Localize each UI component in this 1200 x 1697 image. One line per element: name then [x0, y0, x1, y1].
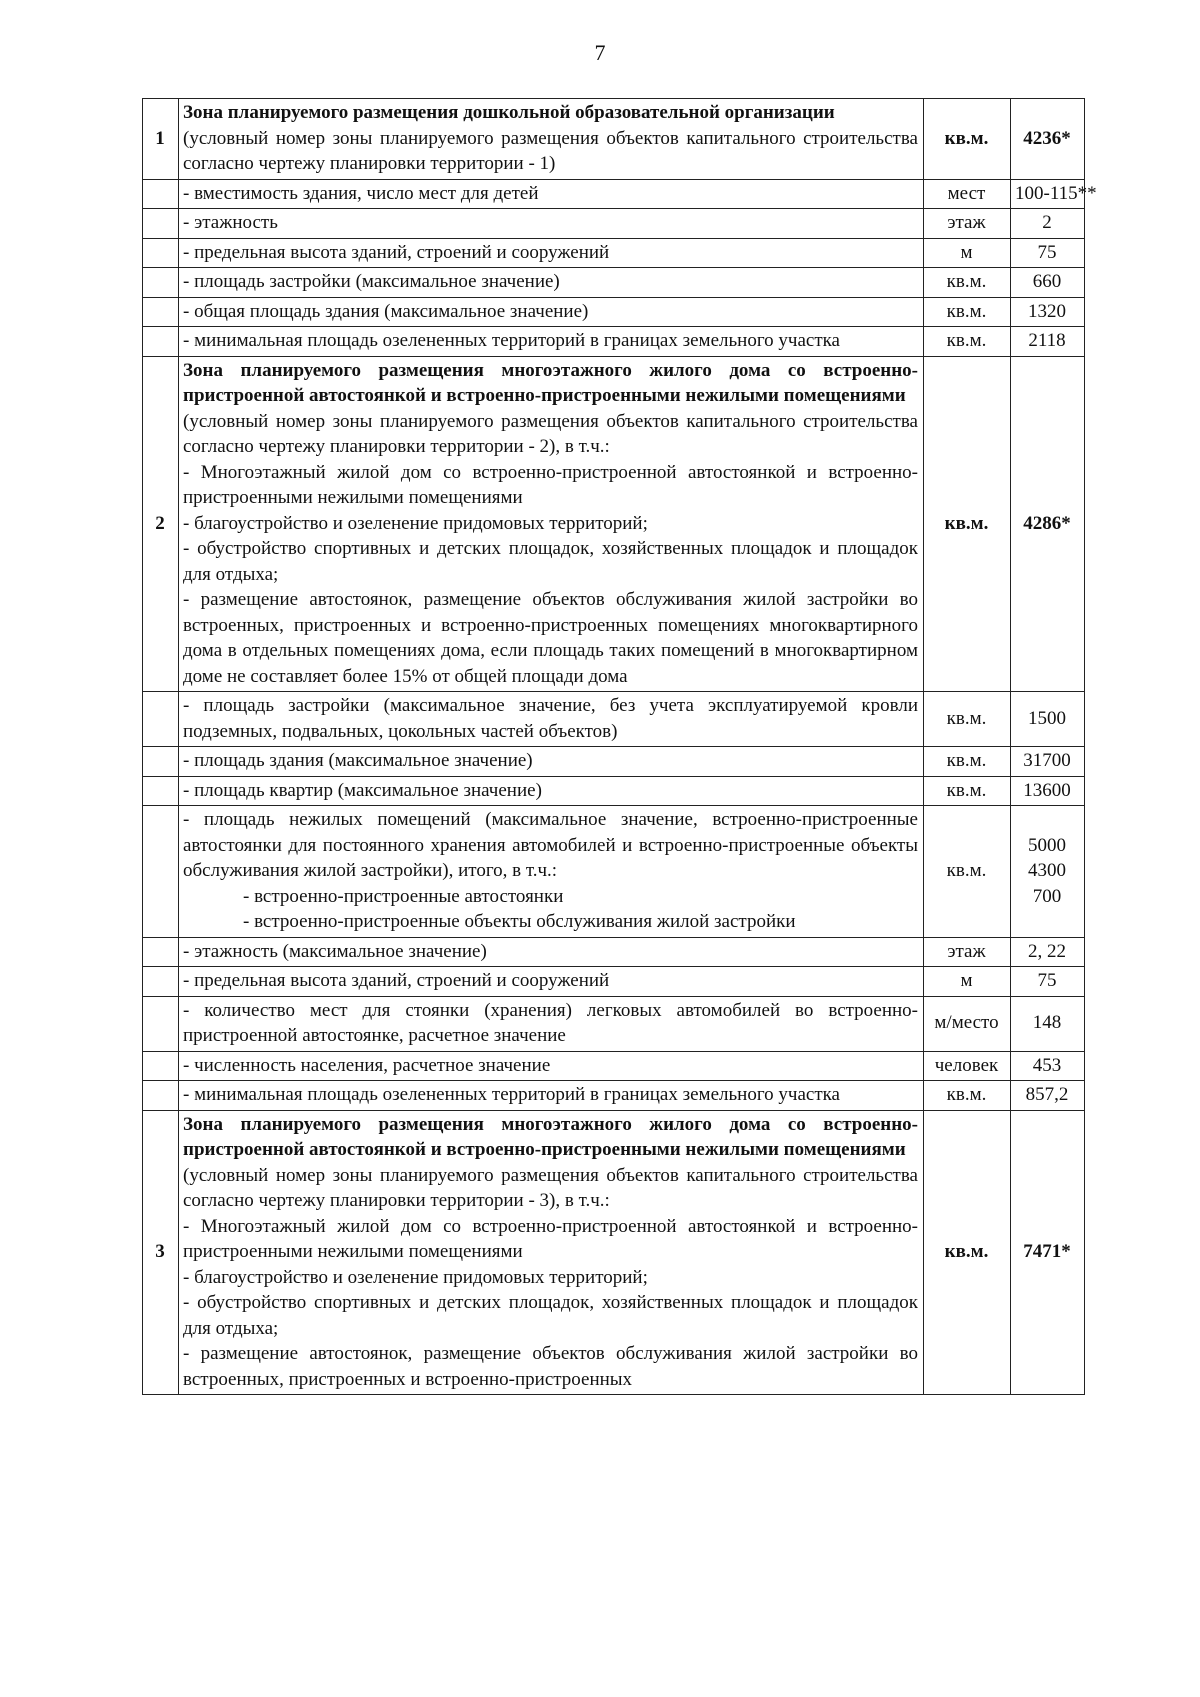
parameter-label-text: - минимальная площадь озелененных территорий в границах земельного участка [183, 1084, 840, 1105]
parameter-row [143, 1051, 1085, 1081]
parameter-value [1011, 806, 1085, 938]
parameter-unit: этаж [924, 937, 1011, 967]
parameter-label-text: - площадь застройки (максимальное значение) [183, 271, 560, 292]
parameter-row [143, 1081, 1085, 1111]
parameter-unit: м [924, 238, 1011, 268]
parameter-label-text: - этажность [183, 212, 278, 233]
parameter-unit: м [924, 967, 1011, 997]
zone-description [179, 1110, 924, 1395]
zone-unit: кв.м. [924, 1110, 1011, 1395]
zone-header-row [143, 99, 1085, 180]
parameter-label-text: - площадь здания (максимальное значение) [183, 750, 533, 771]
parameter-row [143, 327, 1085, 357]
parameter-number-cell [143, 1081, 179, 1111]
zone-unit: кв.м. [924, 99, 1011, 180]
parameter-value: 13600 [1011, 776, 1085, 806]
parameter-label [179, 179, 924, 209]
page-number: 7 [594, 40, 606, 65]
parameter-label [179, 692, 924, 747]
zone-area-value: 4236* [1011, 99, 1085, 180]
parameter-number-cell [143, 179, 179, 209]
parameter-row [143, 776, 1085, 806]
parameter-label-text: - вместимость здания, число мест для детей [183, 182, 539, 204]
parameter-row [143, 937, 1085, 967]
parameter-unit: кв.м. [924, 776, 1011, 806]
zone-title: Зона планируемого размещения многоэтажного жилого дома со встроенно-пристроенной автостоянкой и встроенно-пристроенными нежилыми помещениями [183, 359, 918, 406]
parameter-label [179, 996, 924, 1051]
zone-detail-line: - обустройство спортивных и детских площадок, хозяйственных площадок и площадок для отдыха; [183, 1292, 918, 1339]
parameter-label-text: - численность населения, расчетное значение [183, 1054, 551, 1076]
zone-detail-line: - благоустройство и озеленение придомовых территорий; [183, 1266, 648, 1288]
parameter-label [179, 1081, 924, 1111]
zone-detail-line: - Многоэтажный жилой дом со встроенно-пристроенной автостоянкой и встроенно-пристроенными нежилыми помещениями [183, 461, 918, 508]
parameter-label [179, 967, 924, 997]
parameter-number-cell [143, 692, 179, 747]
zone-unit: кв.м. [924, 356, 1011, 692]
parameter-unit: человек [924, 1051, 1011, 1081]
table-body [143, 99, 1097, 1395]
zone-detail-line: - размещение автостоянок, размещение объектов обслуживания жилой застройки во встроенных, пристроенных и встроенно-пристроенных [183, 1343, 918, 1390]
parameter-number-cell [143, 806, 179, 938]
zone-description [179, 356, 924, 692]
parameter-label [179, 268, 924, 298]
parameter-row [143, 692, 1085, 747]
parameter-value: 148 [1011, 996, 1085, 1051]
parameter-number-cell [143, 209, 179, 239]
zone-detail-line: - Многоэтажный жилой дом со встроенно-пристроенной автостоянкой и встроенно-пристроенными нежилыми помещениями [183, 1215, 918, 1262]
parameter-value: 75 [1011, 238, 1085, 268]
parameter-label-text: - этажность (максимальное значение) [183, 940, 487, 962]
zone-detail-line: (условный номер зоны планируемого размещения объектов капитального строительства согласно чертежу планировки территории - 2), в т.ч.: [183, 410, 918, 457]
parameter-row [143, 209, 1085, 239]
parameter-unit: кв.м. [924, 1081, 1011, 1111]
parameter-value-item: 700 [1032, 885, 1062, 907]
parameter-value: 2118 [1011, 327, 1085, 357]
parameter-label [179, 297, 924, 327]
parameter-unit: кв.м. [924, 806, 1011, 938]
parameter-value: 75 [1011, 967, 1085, 997]
parameter-value-item: 5000 [1028, 834, 1066, 856]
parameter-number-cell [143, 937, 179, 967]
parameter-row [143, 747, 1085, 777]
zone-detail-line: (условный номер зоны планируемого размещения объектов капитального строительства согласно чертежу планировки территории - 3), в т.ч.: [183, 1164, 918, 1211]
parameter-number-cell [143, 268, 179, 298]
parameter-number-cell [143, 747, 179, 777]
parameter-unit: кв.м. [924, 692, 1011, 747]
parameter-unit: кв.м. [924, 327, 1011, 357]
parameter-value: 857,2 [1011, 1081, 1085, 1111]
parameter-unit: кв.м. [924, 747, 1011, 777]
parameter-value: 453 [1011, 1051, 1085, 1081]
zone-area-value: 7471* [1011, 1110, 1085, 1395]
parameter-value: 2, 22 [1011, 937, 1085, 967]
parameter-label-text: - площадь застройки (максимальное значение, без учета эксплуатируемой кровли подземных, подвальных, цокольных частей объектов) [183, 695, 918, 742]
zone-number: 1 [143, 99, 179, 180]
zone-number: 3 [143, 1110, 179, 1395]
parameter-label [179, 776, 924, 806]
parameter-label-text: - предельная высота зданий, строений и сооружений [183, 241, 610, 263]
zone-area-value: 4286* [1011, 356, 1085, 692]
parameter-label-text: - площадь квартир (максимальное значение) [183, 779, 542, 801]
parameter-row [143, 268, 1085, 298]
parameter-label [179, 806, 924, 938]
parameter-unit: мест [924, 179, 1011, 209]
zone-title: Зона планируемого размещения многоэтажного жилого дома со встроенно-пристроенной автостоянкой и встроенно-пристроенными нежилыми помещениями [183, 1113, 918, 1160]
parameter-row [143, 996, 1085, 1051]
parameter-label [179, 747, 924, 777]
zone-description [179, 99, 924, 180]
parameter-value: 2 [1011, 209, 1085, 239]
parameter-row [143, 238, 1085, 268]
parameter-label-text: - минимальная площадь озелененных территорий в границах земельного участка [183, 330, 840, 351]
zone-header-row [143, 1110, 1085, 1395]
parameter-number-cell [143, 327, 179, 357]
parameter-label-text: - количество мест для стоянки (хранения) легковых автомобилей во встроенно-пристроенной автостоянке, расчетное значение [183, 999, 918, 1046]
parameter-label-text: - площадь нежилых помещений (максимальное значение, встроенно-пристроенные автостоянки для постоянного хранения автомобилей и встроенно-пристроенные объекты обслуживания жилой застройки), итого, в т.ч.: [183, 809, 918, 881]
parameter-sub-item: - встроенно-пристроенные автостоянки [243, 885, 564, 907]
parameter-unit: м/место [924, 996, 1011, 1051]
parameter-number-cell [143, 238, 179, 268]
parameter-number-cell [143, 996, 179, 1051]
zones-parameters-table [142, 98, 1097, 1395]
parameter-row [143, 297, 1085, 327]
parameter-label [179, 238, 924, 268]
parameter-value: 660 [1011, 268, 1085, 298]
parameter-number-cell [143, 1051, 179, 1081]
parameter-label-text: - общая площадь здания (максимальное значение) [183, 300, 589, 322]
zone-detail-line: - благоустройство и озеленение придомовых территорий; [183, 512, 648, 534]
parameter-row [143, 806, 1085, 938]
parameter-value: 1320 [1011, 297, 1085, 327]
zone-header-row [143, 356, 1085, 692]
parameter-unit: кв.м. [924, 268, 1011, 298]
parameter-label [179, 1051, 924, 1081]
zone-detail-line: - размещение автостоянок, размещение объектов обслуживания жилой застройки во встроенных, пристроенных и встроенно-пристроенных помещениях многоквартирного дома в отдельных помещениях дома, если площадь таких помещений в многоквартирном доме не составляет более 15% от общей площади дома [183, 589, 918, 687]
parameter-value: 31700 [1011, 747, 1085, 777]
parameter-unit: этаж [924, 209, 1011, 239]
parameter-label [179, 937, 924, 967]
zone-number: 2 [143, 356, 179, 692]
parameter-value: 100-115** [1011, 179, 1085, 209]
parameter-label [179, 327, 924, 357]
zone-detail-line: - обустройство спортивных и детских площадок, хозяйственных площадок и площадок для отдыха; [183, 538, 918, 585]
parameter-row [143, 967, 1085, 997]
zone-title: Зона планируемого размещения дошкольной образовательной организации [183, 102, 835, 123]
parameter-number-cell [143, 297, 179, 327]
zone-detail-line: (условный номер зоны планируемого размещения объектов капитального строительства согласно чертежу планировки территории - 1) [183, 127, 918, 174]
parameter-number-cell [143, 776, 179, 806]
parameter-row [143, 179, 1085, 209]
parameter-number-cell [143, 967, 179, 997]
parameter-sub-item: - встроенно-пристроенные объекты обслуживания жилой застройки [243, 911, 796, 932]
parameter-unit: кв.м. [924, 297, 1011, 327]
parameter-label [179, 209, 924, 239]
parameter-label-text: - предельная высота зданий, строений и сооружений [183, 970, 610, 991]
parameter-value-item: 4300 [1028, 860, 1066, 881]
parameter-value: 1500 [1011, 692, 1085, 747]
